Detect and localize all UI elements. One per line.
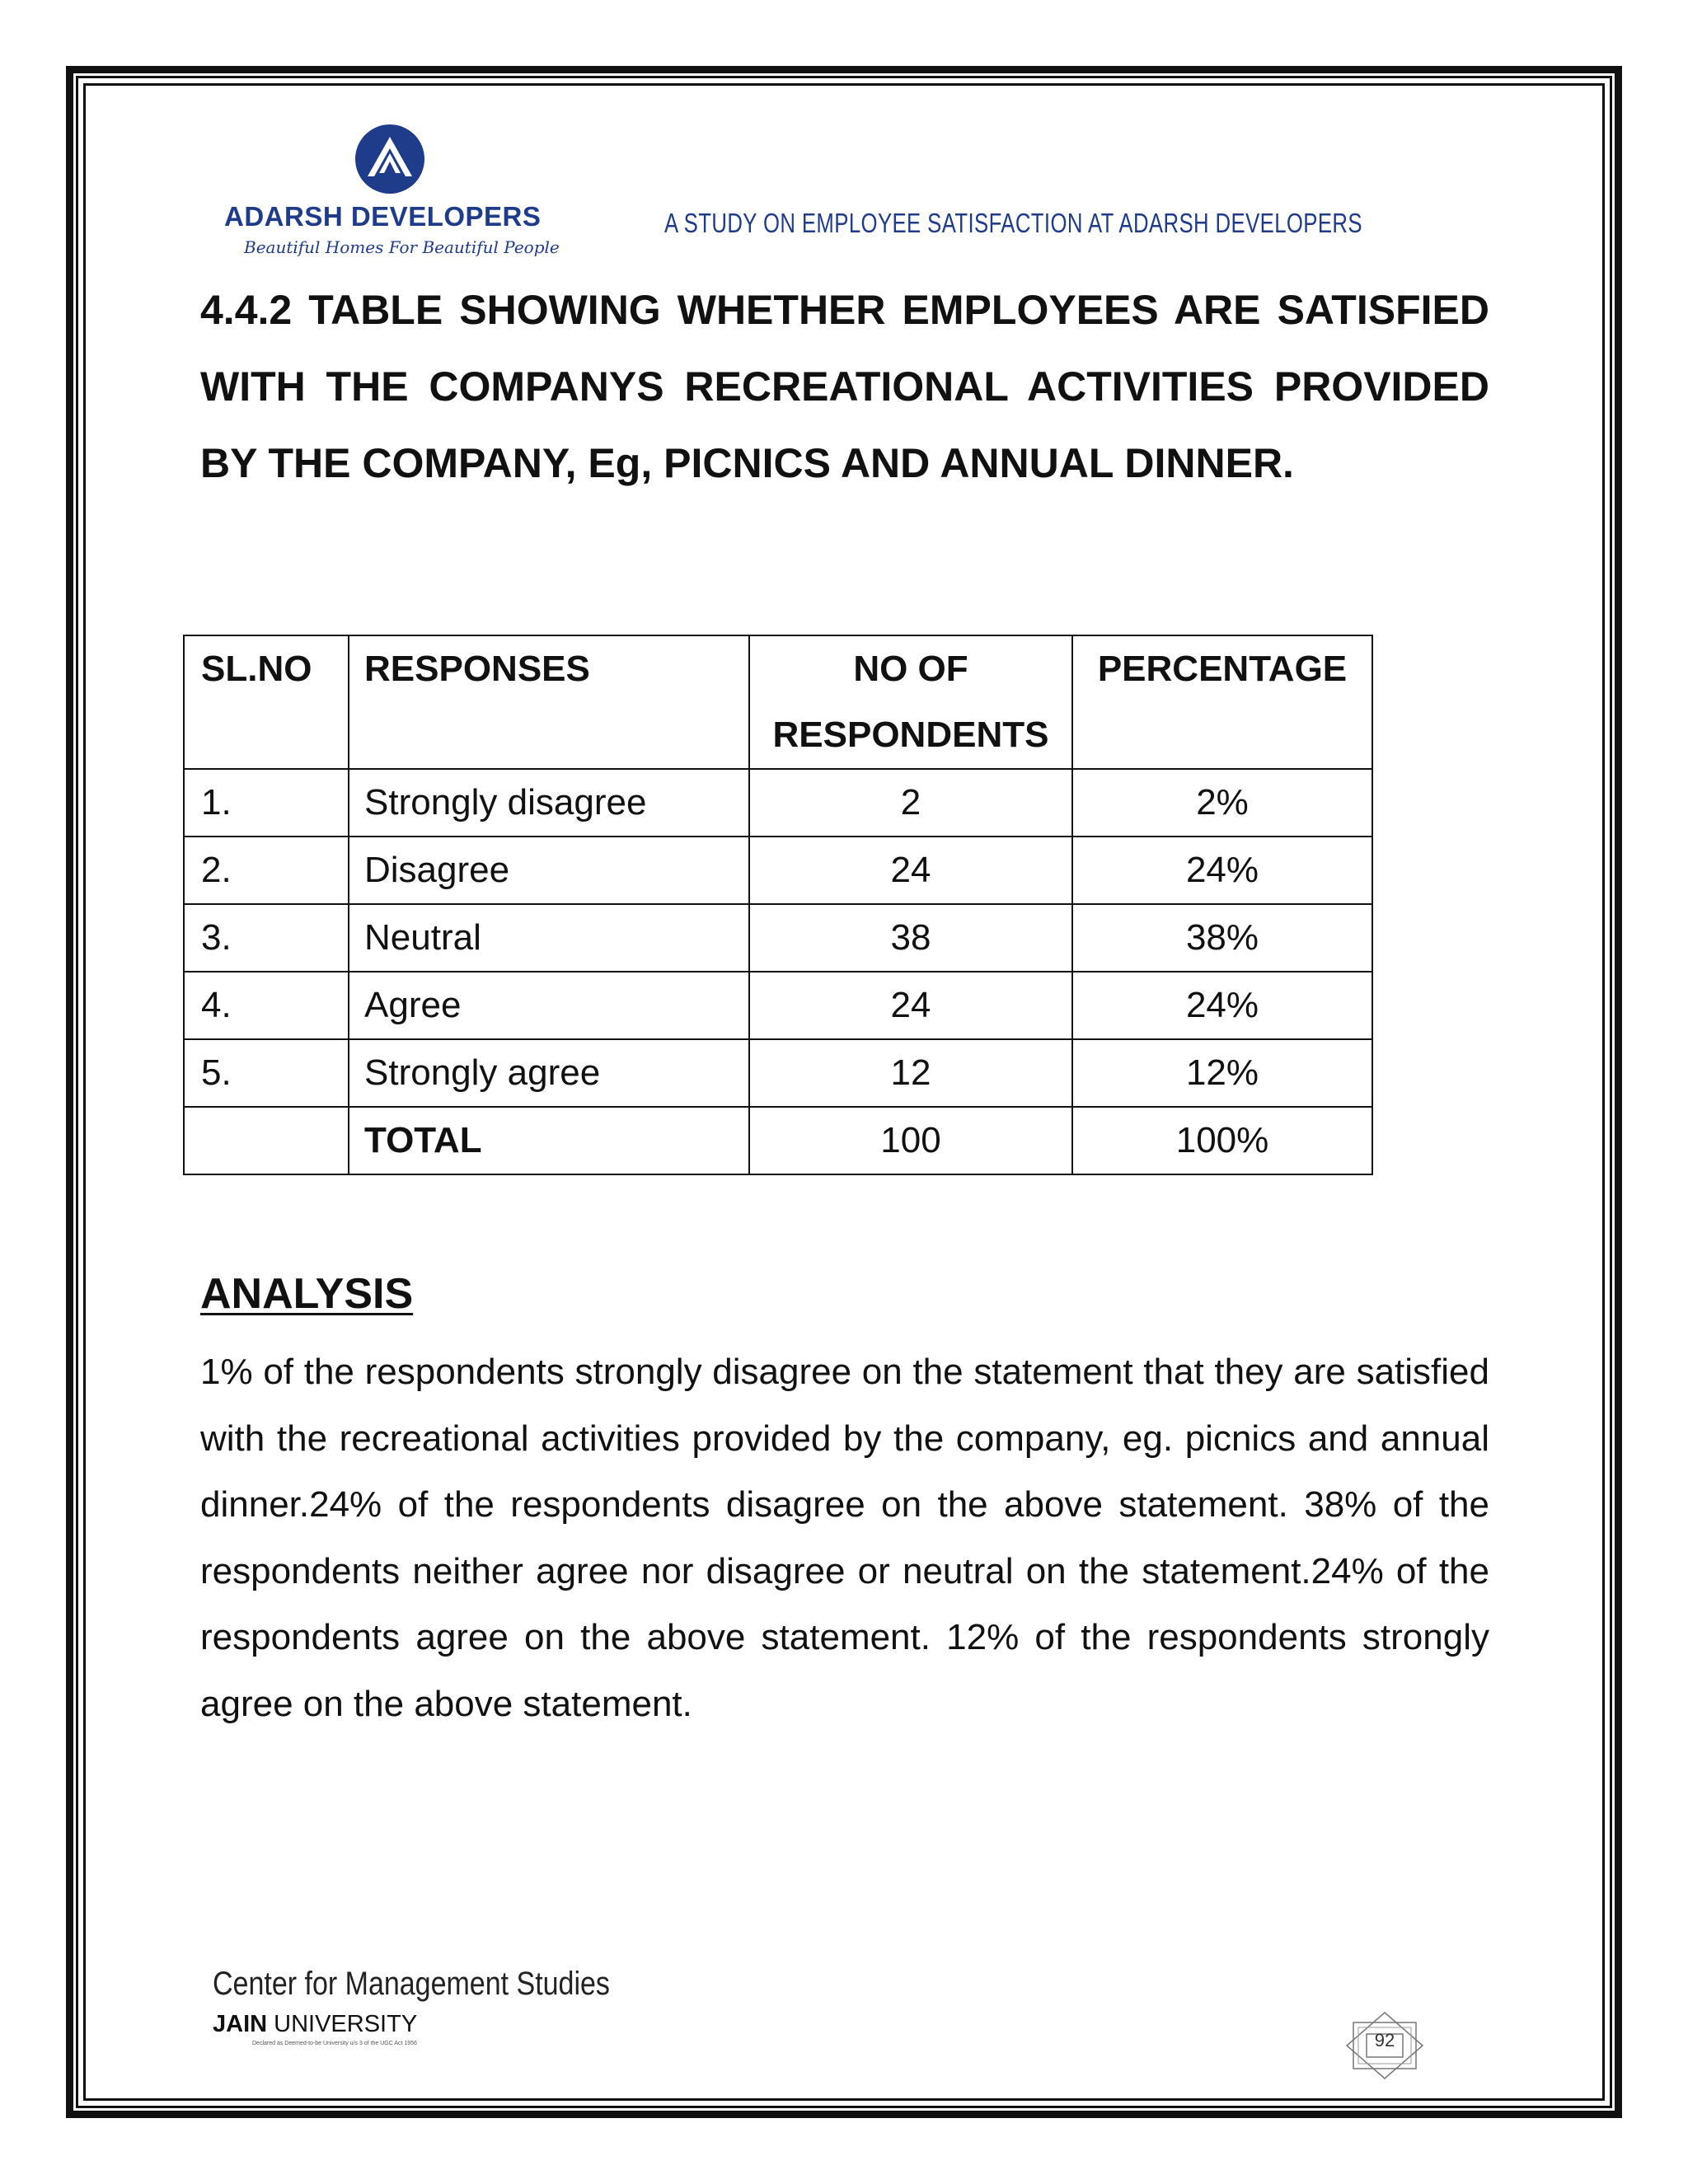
cell-count: 24 [749,837,1072,904]
cell-count: 24 [749,972,1072,1039]
cell-response: Agree [349,972,749,1039]
cell-response: Neutral [349,904,749,972]
header-respondents-line2: RESPONDENTS [772,715,1049,755]
analysis-heading: ANALYSIS [200,1270,414,1318]
table-total-row [184,1107,1372,1174]
header-responses: RESPONSES [349,635,749,769]
cell-response: Disagree [349,837,749,904]
brand-tagline: Beautiful Homes For Beautiful People [244,237,560,257]
table-row [184,1039,1372,1107]
cell-count: 38 [749,904,1072,972]
footer-fine-print: Declared as Deemed-to-be University u/s 3 of the UGC Act 1956 [252,2041,417,2046]
table-title: 4.4.2 TABLE SHOWING WHETHER EMPLOYEES ARE SATISFIED WITH THE COMPANYS RECREATIONAL ACTIVITIES PROVIDED BY THE COMPANY, Eg, PICNICS AND ANNUAL DINNER. [200,287,1489,486]
study-title: A STUDY ON EMPLOYEE SATISFACTION AT ADARSH DEVELOPERS [664,208,1362,238]
header-respondents-line1: NO OF [853,649,968,689]
cell-slno: 5. [184,1039,349,1107]
footer-center-name: Center for Management Studies [213,1966,610,2002]
table-row [184,769,1372,837]
table-row [184,972,1372,1039]
cell-percent: 24% [1072,837,1372,904]
footer-university-rest: UNIVERSITY [267,2011,418,2037]
cell-percent: 24% [1072,972,1372,1039]
footer-university [213,2011,417,2038]
cell-response: Strongly disagree [349,769,749,837]
cell-percent: 2% [1072,769,1372,837]
cell-slno: 2. [184,837,349,904]
cell-slno: 4. [184,972,349,1039]
adarsh-logo-icon [354,124,425,194]
table-row [184,837,1372,904]
cell-response: Strongly agree [349,1039,749,1107]
header-respondents [749,635,1072,769]
total-count: 100 [749,1107,1072,1174]
footer-university-bold: JAIN [213,2011,268,2037]
total-label: TOTAL [349,1107,749,1174]
responses-table [183,635,1373,1175]
cell-percent: 38% [1072,904,1372,972]
table-row [184,904,1372,972]
total-percent: 100% [1072,1107,1372,1174]
analysis-paragraph: 1% of the respondents strongly disagree on the statement that they are satisfied with the recreational activities provided by the company, eg. picnics and annual dinner.24% of the respondents disagree on the above statement. 38% of the respondents neither agree nor disagree or neutral on the statement.24% of the respondents agree on the above statement. 12% of the respondents strongly agree on the above statement. [200,1352,1489,1724]
header-slno: SL.NO [184,635,349,769]
cell-slno: 3. [184,904,349,972]
cell-count: 2 [749,769,1072,837]
header-percentage: PERCENTAGE [1072,635,1372,769]
cell-slno-empty [184,1107,349,1174]
brand-name: ADARSH DEVELOPERS [224,201,542,232]
page-number: 92 [1374,2030,1395,2050]
cell-percent: 12% [1072,1039,1372,1107]
cell-count: 12 [749,1039,1072,1107]
table-header-row [184,635,1372,769]
cell-slno: 1. [184,769,349,837]
